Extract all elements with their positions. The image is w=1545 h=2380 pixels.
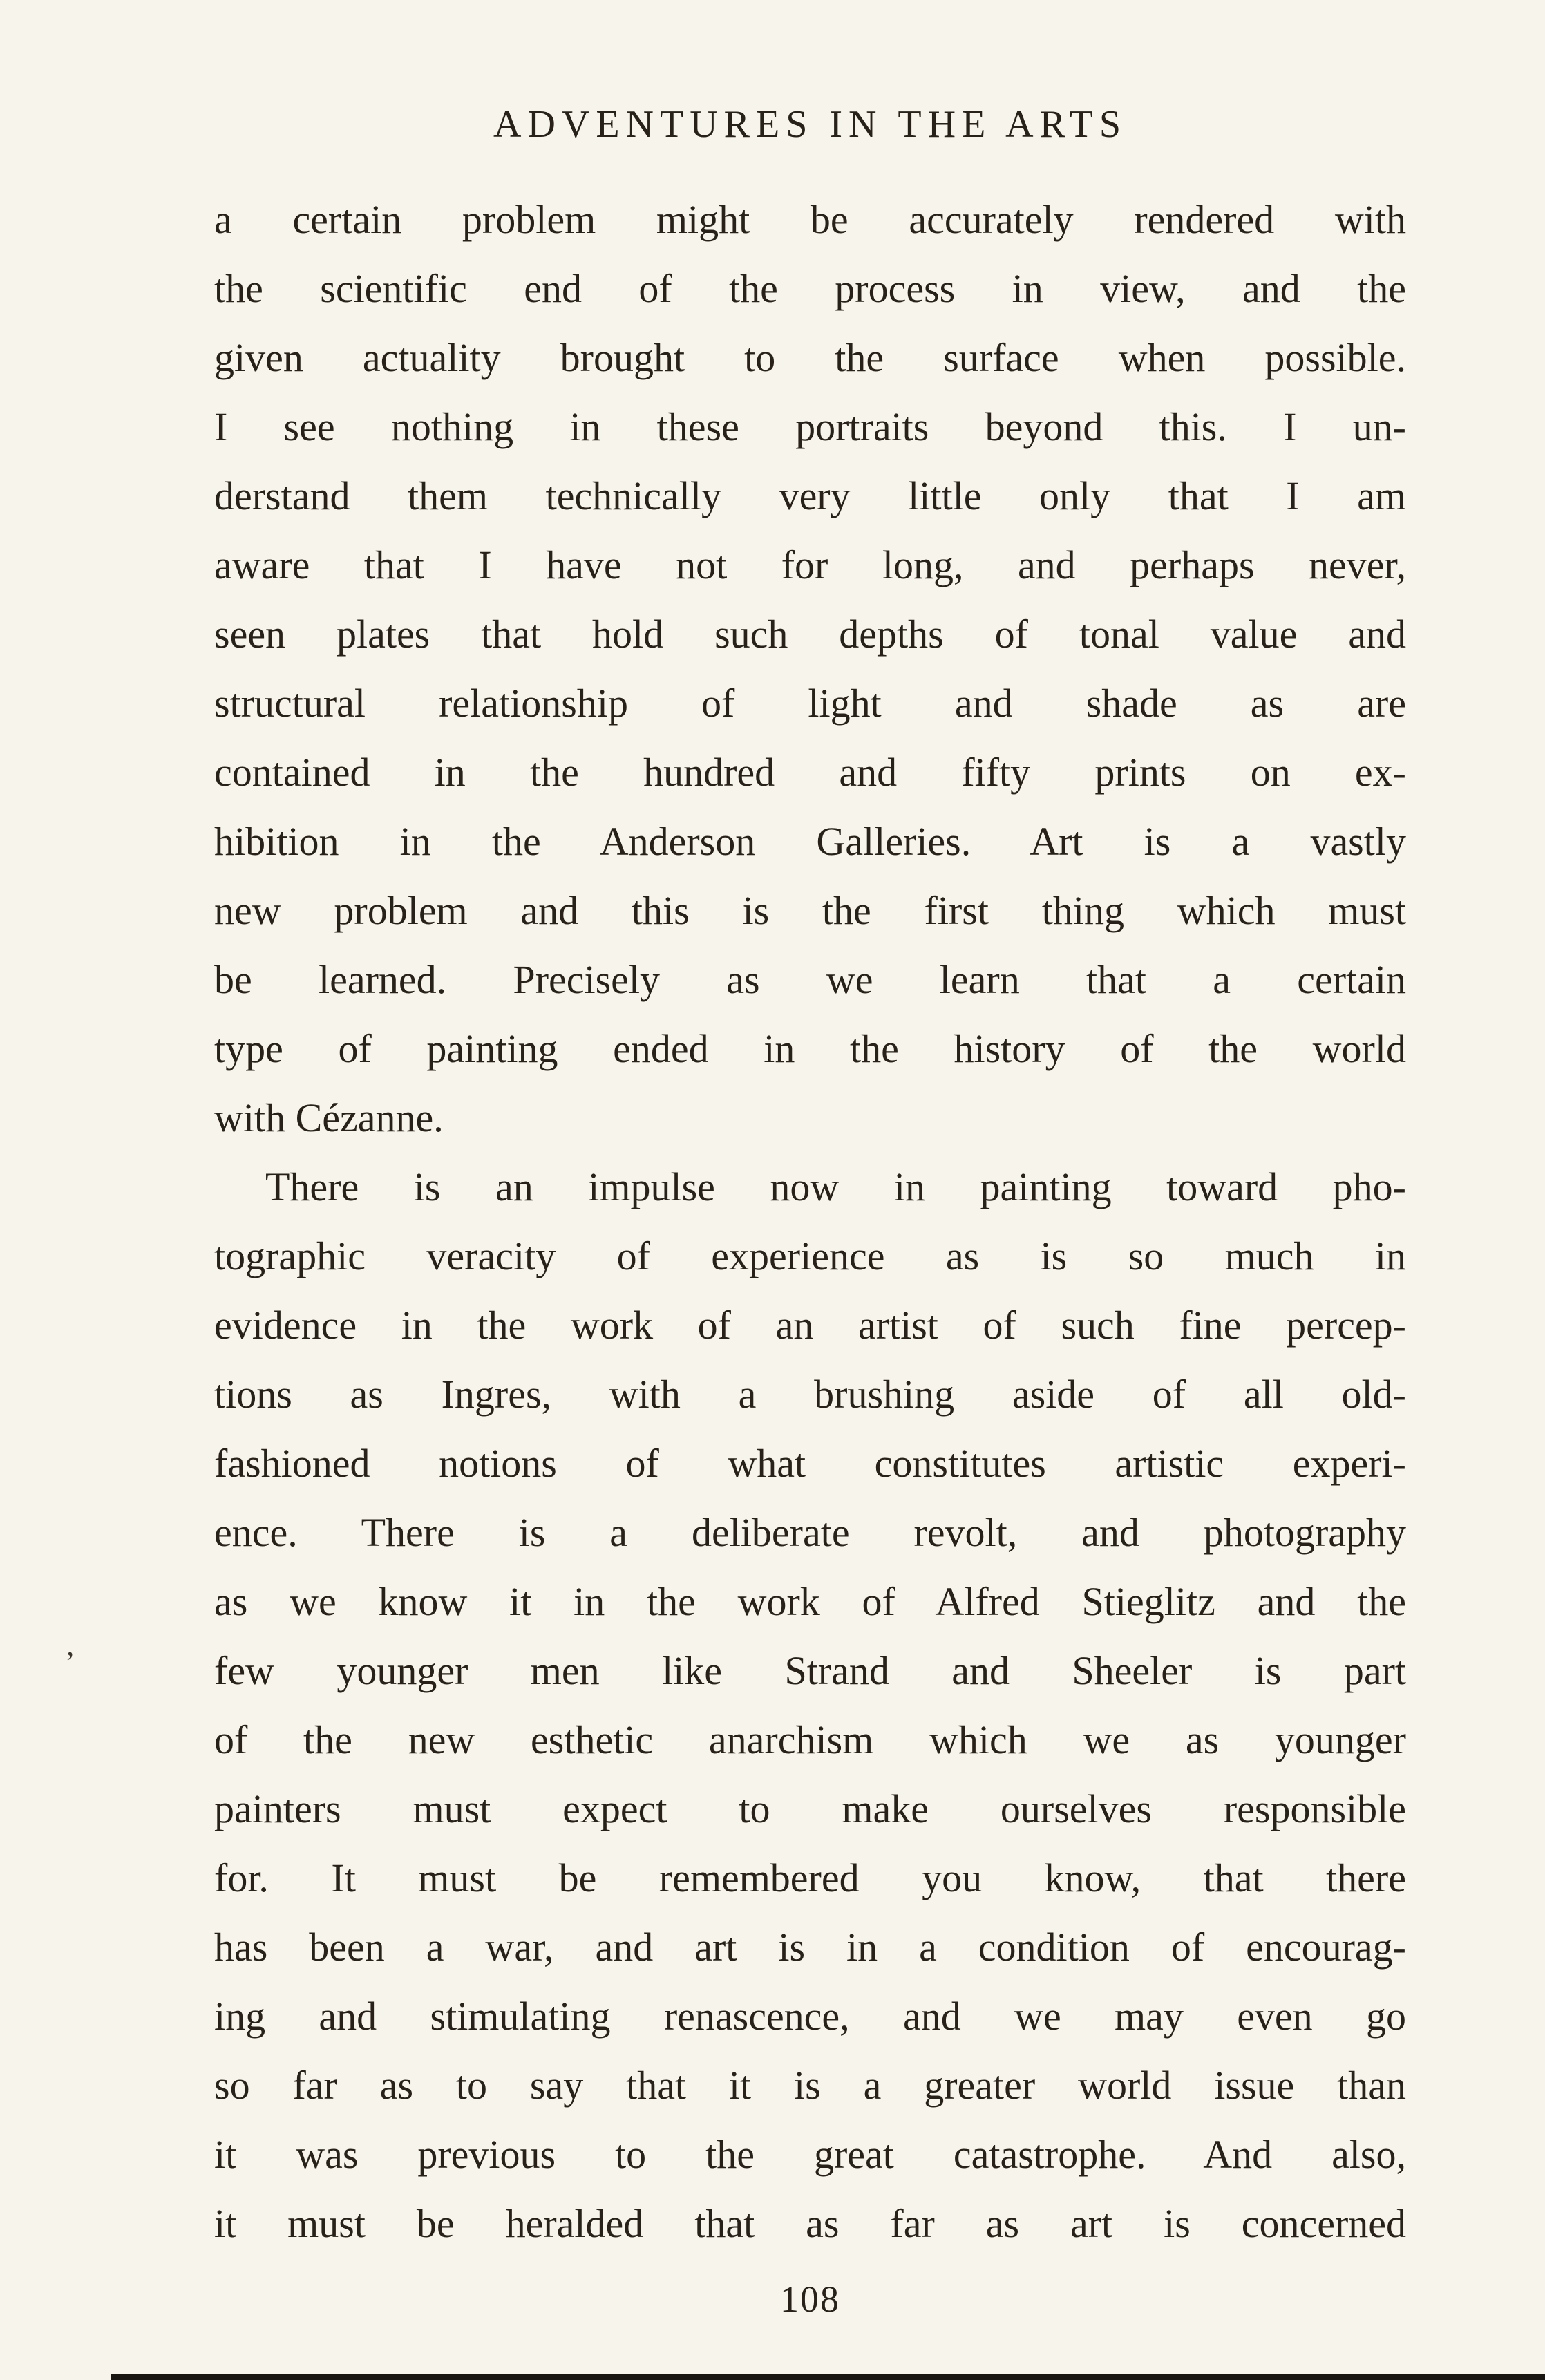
text-line: There is an impulse now in painting toward pho- xyxy=(265,1164,1406,1209)
text-line: tographic veracity of experience as is so much in xyxy=(214,1234,1406,1278)
text-line: has been a war, and art is in a condition of encourag- xyxy=(214,1925,1406,1970)
text-line: hibition in the Anderson Galleries. Art is a vastly xyxy=(214,819,1406,864)
running-header: ADVENTURES IN THE ARTS xyxy=(493,103,1127,146)
text-line: contained in the hundred and fifty prints on ex- xyxy=(214,750,1406,795)
text-line: ing and stimulating renascence, and we may even go xyxy=(214,1994,1406,2039)
text-line: it was previous to the great catastrophe. And also, xyxy=(214,2132,1406,2177)
text-line: few younger men like Strand and Sheeler is part xyxy=(214,1648,1406,1693)
text-line: with Cézanne. xyxy=(214,1095,444,1140)
text-line: for. It must be remembered you know, that there xyxy=(214,1855,1406,1900)
text-line: the scientific end of the process in view, and the xyxy=(214,266,1406,311)
text-line: evidence in the work of an artist of such fine percep- xyxy=(214,1303,1406,1348)
text-line: tions as Ingres, with a brushing aside of all old- xyxy=(214,1372,1406,1417)
text-line: given actuality brought to the surface when possible. xyxy=(214,335,1406,380)
stray-mark: ’ xyxy=(65,1645,75,1679)
text-line: a certain problem might be accurately rendered with xyxy=(214,197,1406,242)
text-line: of the new esthetic anarchism which we as younger xyxy=(214,1717,1406,1762)
text-block xyxy=(214,185,1406,2258)
scan-edge xyxy=(111,2374,1545,2380)
text-line: aware that I have not for long, and perhaps never, xyxy=(214,542,1406,587)
text-line: fashioned notions of what constitutes artistic experi- xyxy=(214,1441,1406,1486)
text-line: it must be heralded that as far as art is concerned xyxy=(214,2201,1406,2246)
text-line: new problem and this is the first thing which must xyxy=(214,888,1406,933)
text-line: be learned. Precisely as we learn that a certain xyxy=(214,957,1406,1002)
text-line: derstand them technically very little only that I am xyxy=(214,473,1406,518)
text-line: painters must expect to make ourselves responsible xyxy=(214,1786,1406,1831)
text-line: type of painting ended in the history of the world xyxy=(214,1026,1406,1071)
text-line: I see nothing in these portraits beyond this. I un- xyxy=(214,404,1406,449)
text-line: structural relationship of light and shade as are xyxy=(214,681,1406,726)
text-line: so far as to say that it is a greater world issue than xyxy=(214,2063,1406,2108)
text-line: ence. There is a deliberate revolt, and photography xyxy=(214,1510,1406,1555)
text-line: as we know it in the work of Alfred Stieglitz and the xyxy=(214,1579,1406,1624)
text-line: seen plates that hold such depths of tonal value and xyxy=(214,612,1406,657)
page-number: 108 xyxy=(780,2278,840,2320)
